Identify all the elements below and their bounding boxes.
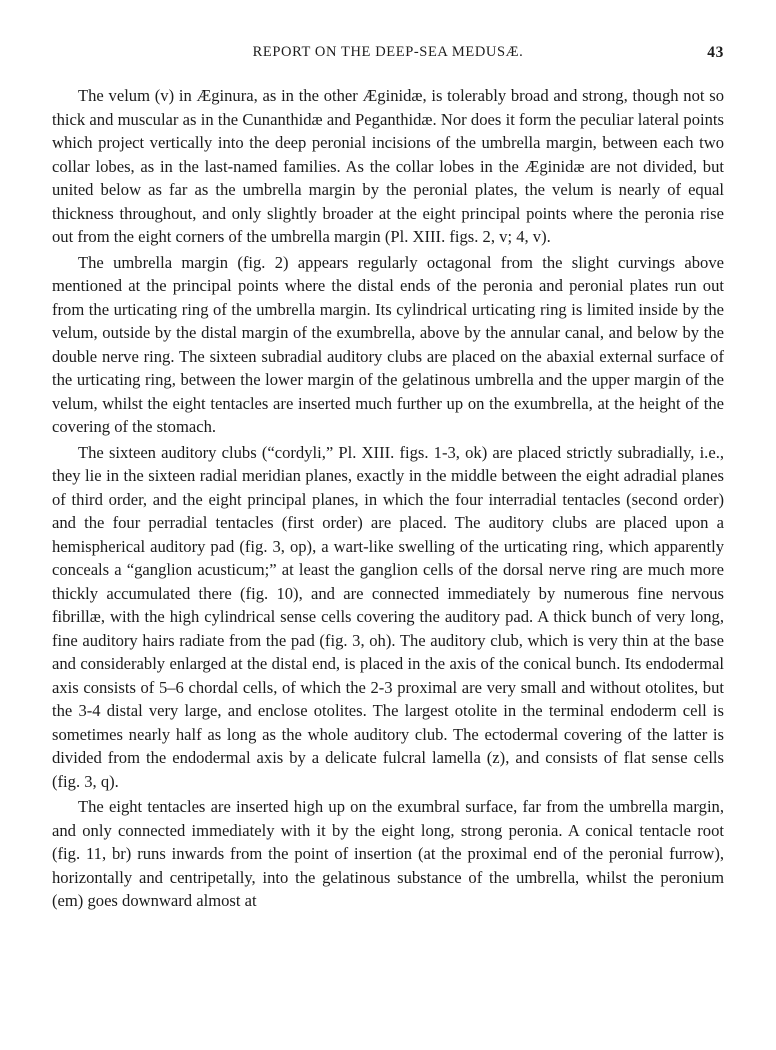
paragraph-auditory-clubs: The sixteen auditory clubs (“cordyli,” Pl. XIII. figs. 1-3, ok) are placed strictly subradially, i.e., they lie in the sixteen radial meridian planes, exactly in the middle between the eight adradial planes of third order, and the eight principal planes, in which the four interradial tentacles (second order) and the four perradial tentacles (first order) are placed. The auditory clubs are placed upon a hemispherical auditory pad (fig. 3, op), a wart-like swelling of the urticating ring, which apparently conceals a “ganglion acusticum;” at least the ganglion cells of the dorsal nerve ring are much more thickly accumulated there (fig. 10), and are connected immediately by numerous fine nervous fibrillæ, with the high cylindrical sense cells covering the auditory pad. A thick bunch of very long, fine auditory hairs radiate from the pad (fig. 3, oh). The auditory club, which is very thin at the base and considerably enlarged at the distal end, is placed in the axis of the conical bunch. Its endodermal axis consists of 5–6 chordal cells, of which the 2-3 proximal are very small and without otolites, but the 3-4 distal very large, and enclose otolites. The largest otolite in the terminal endoderm cell is sometimes nearly half as long as the whole auditory club. The ectodermal covering of the latter is divided from the endodermal axis by a delicate fulcral lamella (z), and consists of flat sense cells (fig. 3, q). <box>52 442 724 791</box>
book-page <box>52 44 724 915</box>
body-text <box>52 84 724 913</box>
paragraph-velum: The velum (v) in Æginura, as in the other Æginidæ, is tolerably broad and strong, though not so thick and muscular as in the Cunanthidæ and Peganthidæ. Nor does it form the peculiar lateral points which project vertically into the deep peronial incisions of the umbrella margin, between each two collar lobes, as in the last-named families. As the collar lobes in the Æginidæ are not divided, but united below as far as the umbrella margin by the peronial plates, the velum is nearly of equal thickness throughout, and only slightly broader at the eight principal points where the peronia rise out from the eight corners of the umbrella margin (Pl. XIII. figs. 2, v; 4, v). <box>52 86 724 246</box>
paragraph-umbrella-margin: The umbrella margin (fig. 2) appears regularly octagonal from the slight curvings above mentioned at the principal points where the distal ends of the peronia and peronial plates run out from the urticating ring of the umbrella margin. Its cylindrical urticating ring is limited inside by the velum, outside by the distal margin of the exumbrella, above by the annular canal, and below by the double nerve ring. The sixteen subradial auditory clubs are placed on the abaxial external surface of the urticating ring, between the lower margin of the gelatinous umbrella and the upper margin of the velum, whilst the eight tentacles are inserted much further up on the exumbrella, at the height of the covering of the stomach. <box>52 252 724 436</box>
running-head <box>52 44 724 68</box>
paragraph-tentacles: The eight tentacles are inserted high up on the exumbral surface, far from the umbrella margin, and only connected immediately with it by the eight long, strong peronia. A conical tentacle root (fig. 11, br) runs inwards from the point of insertion (at the proximal end of the peronial furrow), horizontally and centripetally, into the gelatinous substance of the umbrella, whilst the peronium (em) goes downward almost at <box>52 797 724 910</box>
page-number: 43 <box>707 44 724 61</box>
running-title: REPORT ON THE DEEP-SEA MEDUSÆ. <box>252 44 524 60</box>
